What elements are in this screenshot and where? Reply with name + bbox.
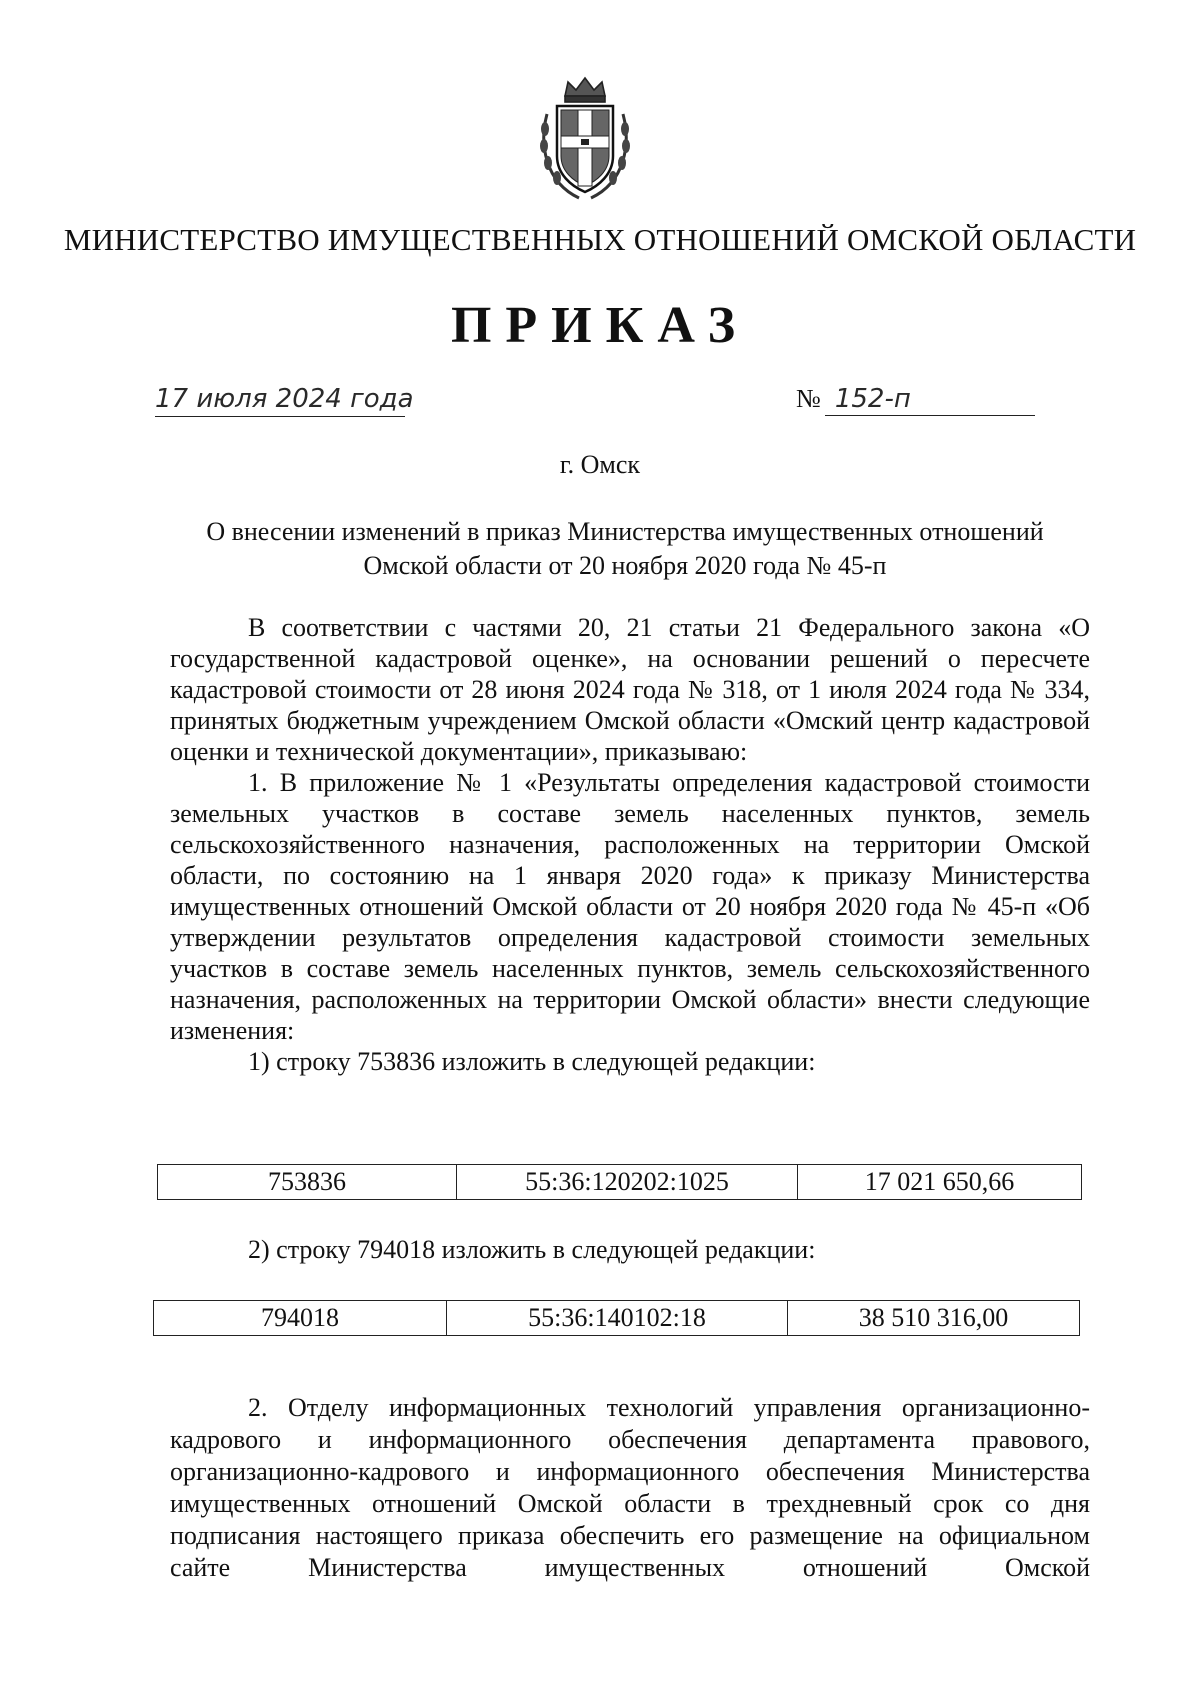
number-sign: №: [796, 384, 821, 413]
preamble-paragraph: В соответствии с частями 20, 21 статьи 21 Федерального закона «О государственной кадастровой оценке», на основании решений о пересчете кадастровой стоимости от 28 июня 2024 года № 318, от 1 июля 2024 года № 334, принятых бюджетным учреждением Омской области «Омский центр кадастровой оценки и технической документации», приказываю:: [170, 613, 1090, 766]
cadastral-number-cell: 55:36:140102:18: [447, 1301, 788, 1336]
replacement-row-table-2: [153, 1300, 1080, 1336]
order-number: [796, 382, 1035, 416]
row-number-cell: 794018: [154, 1301, 447, 1336]
body-section-2: [170, 1234, 1090, 1265]
subject-line-1: О внесении изменений в приказ Министерства имущественных отношений: [206, 517, 1044, 546]
order-number-value: 152-п: [825, 382, 1035, 416]
cadastral-value-cell: 38 510 316,00: [788, 1301, 1080, 1336]
body-section-3: [170, 1392, 1090, 1584]
row-number-cell: 753836: [158, 1165, 457, 1200]
body-section-1: [170, 612, 1090, 1077]
item-2-paragraph: 2. Отделу информационных технологий управления организационно-кадрового и информационного обеспечения департамента правового, организационно-кадрового и информационного обеспечения Министерства имущественных отношений Омской области в трехдневный срок со дня подписания настоящего приказа обеспечить его размещение на официальном сайте Министерства имущественных отношений Омской: [170, 1393, 1090, 1582]
order-date: 17 июля 2024 года: [155, 382, 405, 417]
cadastral-value-cell: 17 021 650,66: [798, 1165, 1082, 1200]
cadastral-number-cell: 55:36:120202:1025: [457, 1165, 798, 1200]
item-1-paragraph: 1. В приложение № 1 «Результаты определения кадастровой стоимости земельных участков в составе земель населенных пунктов, земель сельскохозяйственного назначения, расположенных на территории Омской области, по состоянию на 1 января 2020 года» к приказу Министерства имущественных отношений Омской области от 20 ноября 2020 года № 45-п «Об утверждении результатов определения кадастровой стоимости земельных участков в составе земель населенных пунктов, земель сельскохозяйственного назначения, расположенных на территории Омской области» внести следующие изменения:: [170, 768, 1090, 1045]
subject-line-2: Омской области от 20 ноября 2020 года № 45-п: [363, 551, 887, 580]
table-row: [154, 1301, 1080, 1336]
sub-item-2: 2) строку 794018 изложить в следующей редакции:: [248, 1235, 816, 1264]
ministry-name: МИНИСТЕРСТВО ИМУЩЕСТВЕННЫХ ОТНОШЕНИЙ ОМСКОЙ ОБЛАСТИ: [63, 222, 1137, 257]
table-row: [158, 1165, 1082, 1200]
document-type-title: ПРИКАЗ: [450, 297, 750, 354]
document-subject: [140, 515, 1110, 583]
replacement-row-table-1: [157, 1164, 1082, 1200]
city: г. Омск: [559, 450, 641, 479]
sub-item-1: 1) строку 753836 изложить в следующей редакции:: [248, 1047, 816, 1076]
coat-of-arms-icon: [535, 74, 635, 204]
